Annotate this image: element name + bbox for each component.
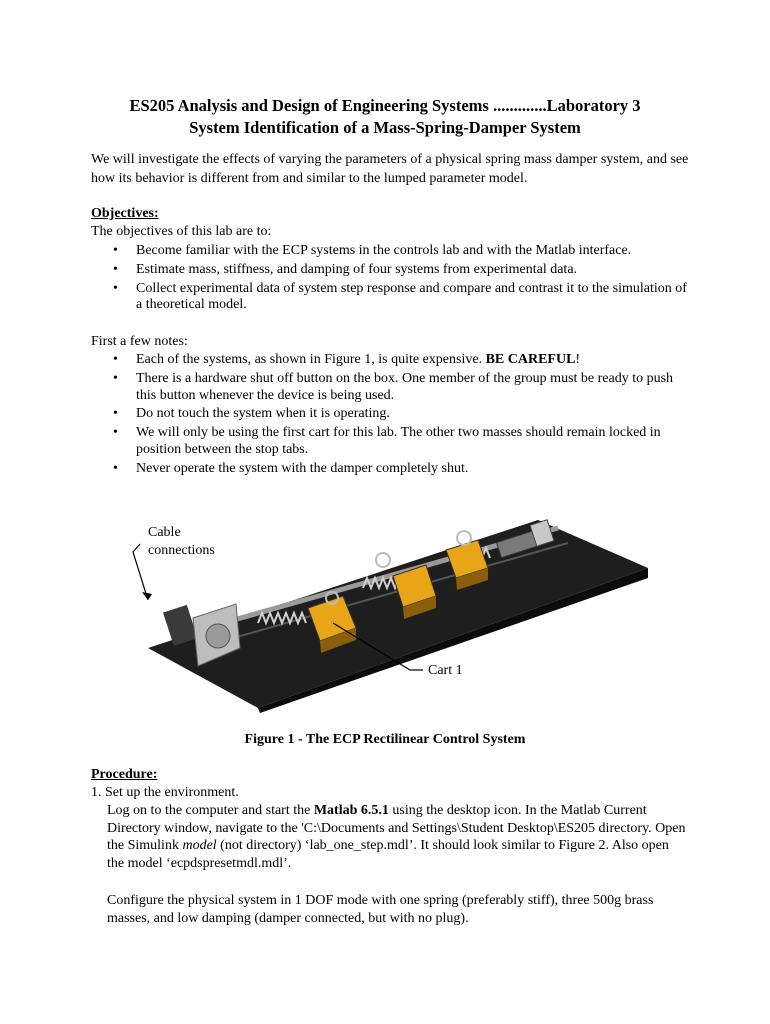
objectives-heading: Objectives: xyxy=(91,206,159,221)
procedure-paragraph-2: Configure the physical system in 1 DOF mode with one spring (preferably stiff), three 500g brass masses, and low damping (damper connected, but with no plug). xyxy=(107,893,654,926)
procedure-heading: Procedure: xyxy=(91,767,158,782)
procedure-paragraph-1: Log on to the computer and start the Matlab 6.5.1 using the desktop icon. In the Matlab Current Directory window, navigate to the 'C:\Documents and Settings\Student Desktop\ES205 directory. Open the Simulink model (not directory) ‘lab_one_step.mdl’. It should look similar to Figure 2. Also open the model ‘ecpdspresetmdl.mdl’. xyxy=(107,803,686,871)
cable-label-line1: Cable xyxy=(148,525,181,540)
notes-list xyxy=(91,352,691,480)
list-item: • There is a hardware shut off button on the box. One member of the group must be ready to push this button whenever the device is being used. xyxy=(113,370,674,403)
list-item: • Estimate mass, stiffness, and damping of four systems from experimental data. xyxy=(113,261,578,277)
cable-label-line2: connections xyxy=(148,543,215,558)
ecp-system-figure xyxy=(128,508,648,713)
list-item: • Become familiar with the ECP systems in the controls lab and with the Matlab interface. xyxy=(113,243,632,258)
objectives-lead: The objectives of this lab are to: xyxy=(91,224,272,239)
intro-paragraph: We will investigate the effects of varying the parameters of a physical spring mass damper system, and see how its behavior is different from and similar to the lumped parameter model. xyxy=(91,152,689,186)
list-item: • Do not touch the system when it is operating. xyxy=(113,406,390,422)
list-item: • Never operate the system with the damper completely shut. xyxy=(113,460,469,476)
document-subtitle: System Identification of a Mass-Spring-Damper System xyxy=(189,118,581,137)
notes-lead: First a few notes: xyxy=(91,334,188,349)
motor-block xyxy=(163,605,198,646)
document-title: ES205 Analysis and Design of Engineering Systems .............Laboratory 3 xyxy=(129,96,641,115)
cable-pointer xyxy=(133,544,148,600)
cart-label: Cart 1 xyxy=(428,663,463,678)
list-item: • Each of the systems, as shown in Figure 1, is quite expensive. BE CAREFUL! xyxy=(113,352,581,367)
list-item: • We will only be using the first cart for this lab. The other two masses should remain locked in position between the stop tabs. xyxy=(113,425,661,457)
figure-caption: Figure 1 - The ECP Rectilinear Control System xyxy=(244,732,526,747)
list-item: • Collect experimental data of system step response and compare and contrast it to the simulation of a theoretical model. xyxy=(113,280,687,313)
objectives-list xyxy=(91,243,691,316)
procedure-step-1: 1. Set up the environment. xyxy=(91,785,239,800)
